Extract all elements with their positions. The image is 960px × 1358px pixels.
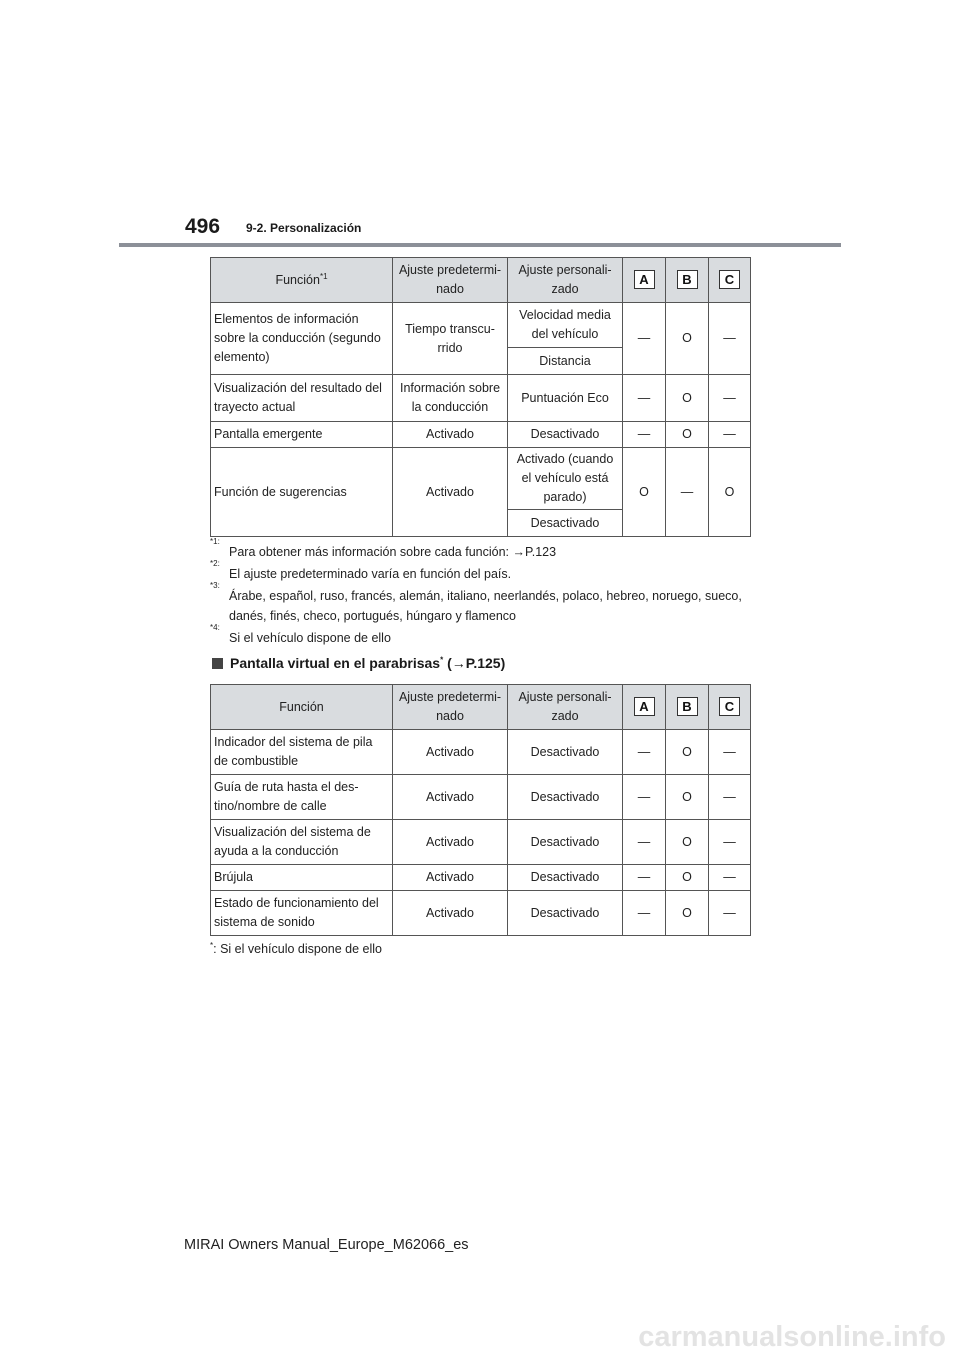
cell-default: Información sobre la conducción: [393, 375, 508, 422]
subsection-sup: *: [440, 655, 444, 665]
subsection-ref: (→P.125): [447, 655, 506, 671]
cell-custom: Desactivado: [508, 730, 623, 775]
cell-c: —: [709, 730, 751, 775]
footnote: *3: Árabe, español, ruso, francés, alemán, italiano, neerlandés, polaco, hebreo, noruego, sueco, danés, finés, checo, portugués, húngaro y flamenco: [210, 581, 742, 623]
header-c: C: [709, 685, 751, 730]
cell-a: —: [623, 730, 666, 775]
table-row: [211, 820, 751, 865]
cell-b: —: [666, 448, 709, 537]
cell-b: O: [666, 891, 709, 936]
manual-footer: MIRAI Owners Manual_Europe_M62066_es: [184, 1237, 469, 1253]
cell-b: O: [666, 303, 709, 375]
cell-b: O: [666, 865, 709, 891]
cell-a: —: [623, 891, 666, 936]
section-title: 9-2. Personalización: [246, 221, 362, 235]
cell-custom: Desactivado: [508, 891, 623, 936]
header-custom: Ajuste personali-zado: [508, 258, 623, 303]
cell-default: Activado: [393, 865, 508, 891]
footnote-mark: *: [210, 940, 214, 950]
table-header-row: [211, 258, 751, 303]
header-custom: Ajuste personali-zado: [508, 685, 623, 730]
cell-c: —: [709, 375, 751, 422]
cell-a: —: [623, 775, 666, 820]
cell-custom: Desactivado: [508, 865, 623, 891]
cell-function: Pantalla emergente: [211, 422, 393, 448]
cell-default: Activado: [393, 730, 508, 775]
header-default: Ajuste predetermi-nado: [393, 685, 508, 730]
cell-a: O: [623, 448, 666, 537]
subsection-title: Pantalla virtual en el parabrisas: [230, 655, 441, 671]
header-b: B: [666, 258, 709, 303]
cell-b: O: [666, 820, 709, 865]
cell-a: —: [623, 303, 666, 375]
footnote-text: El ajuste predeterminado varía en función del país.: [229, 567, 512, 581]
cell-custom: Velocidad media del vehículo: [508, 303, 623, 348]
settings-table-hud: [210, 684, 751, 936]
cell-function: Visualización del resultado del trayecto actual: [211, 375, 393, 422]
cell-a: —: [623, 422, 666, 448]
cell-function: Estado de funcionamiento del sistema de sonido: [211, 891, 393, 936]
footnote: *4: Si el vehículo dispone de ello: [210, 623, 391, 645]
cell-function: Indicador del sistema de pila de combustible: [211, 730, 393, 775]
header-function: Función$^{*1}$: [211, 258, 393, 303]
cell-custom: Desactivado: [508, 775, 623, 820]
cell-custom: Puntuación Eco: [508, 375, 623, 422]
table-row: [211, 448, 751, 510]
table-row: [211, 303, 751, 348]
cell-c: —: [709, 865, 751, 891]
cell-c: —: [709, 820, 751, 865]
header-default: Ajuste predetermi-nado: [393, 258, 508, 303]
cell-b: O: [666, 775, 709, 820]
header-rule: [119, 243, 841, 247]
header-a: A: [623, 685, 666, 730]
cell-function: Visualización del sistema de ayuda a la conducción: [211, 820, 393, 865]
header-b: B: [666, 685, 709, 730]
cell-c: —: [709, 891, 751, 936]
footnote-text: Si el vehículo dispone de ello: [229, 631, 391, 645]
footnotes: [210, 537, 750, 650]
cell-c: O: [709, 448, 751, 537]
cell-a: —: [623, 865, 666, 891]
table-row: [211, 730, 751, 775]
watermark: carmanualsonline.info: [638, 1321, 946, 1353]
cell-default: Activado: [393, 820, 508, 865]
cell-function: Guía de ruta hasta el des-tino/nombre de calle: [211, 775, 393, 820]
header-function: Función: [211, 685, 393, 730]
footnote-text: Si el vehículo dispone de ello: [220, 942, 382, 956]
table-header-row: [211, 685, 751, 730]
cell-default: Activado: [393, 448, 508, 537]
cell-custom: Desactivado: [508, 510, 623, 537]
cell-b: O: [666, 375, 709, 422]
cell-a: —: [623, 375, 666, 422]
cell-c: —: [709, 303, 751, 375]
cell-function: Elementos de información sobre la conducción (segundo elemento): [211, 303, 393, 375]
cell-default: Tiempo transcu-rrido: [393, 303, 508, 375]
cell-function: Función de sugerencias: [211, 448, 393, 537]
cell-custom: Desactivado: [508, 820, 623, 865]
header-c: C: [709, 258, 751, 303]
table-row: [211, 422, 751, 448]
footnote: *2: El ajuste predeterminado varía en función del país.: [210, 559, 512, 581]
cell-default: Activado: [393, 775, 508, 820]
footnote-text: Árabe, español, ruso, francés, alemán, italiano, neerlandés, polaco, hebreo, noruego, sueco, danés, finés, checo, portugués, húngaro y flamenco: [229, 589, 742, 623]
cell-custom: Activado (cuando el vehículo está parado): [508, 448, 623, 510]
cell-a: —: [623, 820, 666, 865]
table-row: [211, 865, 751, 891]
cell-default: Activado: [393, 891, 508, 936]
cell-c: —: [709, 775, 751, 820]
square-bullet-icon: [212, 658, 223, 669]
cell-c: —: [709, 422, 751, 448]
header-a: A: [623, 258, 666, 303]
footnote: *1: Para obtener más información sobre cada función: →P.123: [210, 537, 557, 559]
cell-b: O: [666, 422, 709, 448]
table-row: [211, 375, 751, 422]
settings-table-info: [210, 257, 751, 537]
subsection-heading: [212, 655, 505, 671]
cell-b: O: [666, 730, 709, 775]
footnote-hud: *: Si el vehículo dispone de ello: [210, 940, 382, 956]
cell-function: Brújula: [211, 865, 393, 891]
cell-default: Activado: [393, 422, 508, 448]
cell-custom: Desactivado: [508, 422, 623, 448]
cell-custom: Distancia: [508, 348, 623, 375]
table-row: [211, 891, 751, 936]
footnote-text: Para obtener más información sobre cada función: →P.123: [229, 545, 557, 559]
page-number: 496: [185, 215, 221, 238]
table-row: [211, 775, 751, 820]
